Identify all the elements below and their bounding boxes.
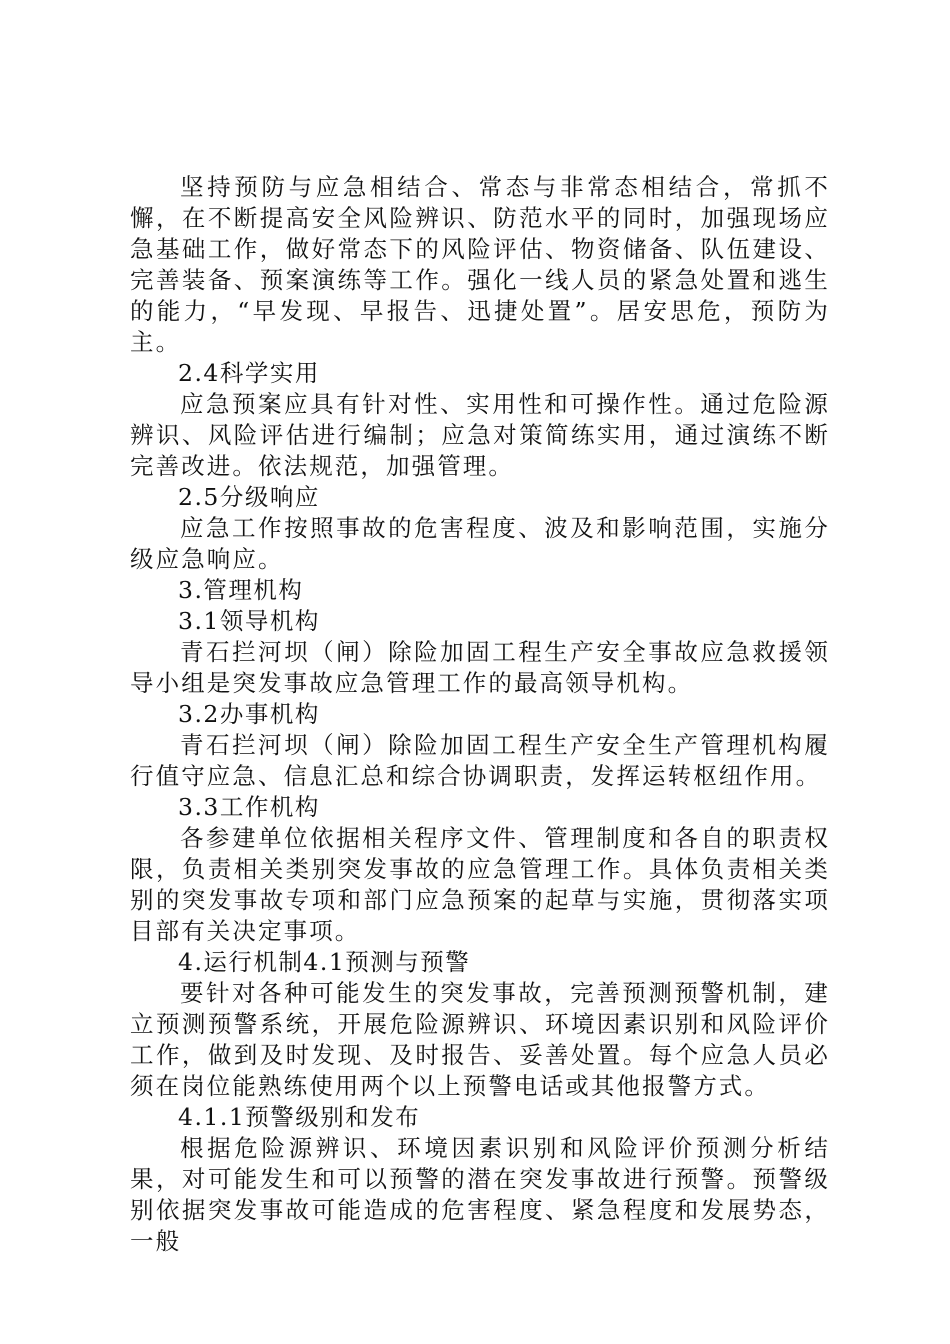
section-heading-3: 3.管理机构 <box>178 576 304 604</box>
paragraph-working-body: 各参建单位依据相关程序文件、管理制度和各自的职责权限，负责相关类别突发事故的应急管理工作。具体负责相关类别的突发事故专项和部门应急预案的起草与实施，贯彻落实项目部有关决定事项。 <box>130 824 830 945</box>
section-heading-3-3: 3.3工作机构 <box>178 793 320 821</box>
section-heading-4-4-1: 4.运行机制4.1预测与预警 <box>178 948 471 976</box>
section-heading-4-1-1: 4.1.1预警级别和发布 <box>178 1103 421 1131</box>
paragraph-office-body: 青石拦河坝（闸）除险加固工程生产安全生产管理机构履行值守应急、信息汇总和综合协调职责，发挥运转枢纽作用。 <box>130 731 830 790</box>
section-heading-2-4: 2.4科学实用 <box>178 359 320 387</box>
section-heading-3-2: 3.2办事机构 <box>178 700 320 728</box>
document-body <box>130 172 830 1257</box>
paragraph-scientific-practical: 应急预案应具有针对性、实用性和可操作性。通过危险源辨识、风险评估进行编制；应急对策简练实用，通过演练不断完善改进。依法规范，加强管理。 <box>130 390 830 480</box>
paragraph-leadership-body: 青石拦河坝（闸）除险加固工程生产安全事故应急救援领导小组是突发事故应急管理工作的最高领导机构。 <box>130 638 830 697</box>
paragraph-prediction-warning: 要针对各种可能发生的突发事故，完善预测预警机制，建立预测预警系统，开展危险源辨识、环境因素识别和风险评价工作，做到及时发现、及时报告、妥善处置。每个应急人员必须在岗位能熟练使用两个以上预警电话或其他报警方式。 <box>130 979 830 1100</box>
section-heading-2-5: 2.5分级响应 <box>178 483 320 511</box>
section-heading-3-1: 3.1领导机构 <box>178 607 320 635</box>
paragraph-warning-levels: 根据危险源辨识、环境因素识别和风险评价预测分析结果，对可能发生和可以预警的潜在突发事故进行预警。预警级别依据突发事故可能造成的危害程度、紧急程度和发展势态，一般 <box>130 1134 830 1255</box>
paragraph-graded-response: 应急工作按照事故的危害程度、波及和影响范围，实施分级应急响应。 <box>130 514 830 573</box>
paragraph-prevention-principle: 坚持预防与应急相结合、常态与非常态相结合，常抓不懈，在不断提高安全风险辨识、防范水平的同时，加强现场应急基础工作，做好常态下的风险评估、物资储备、队伍建设、完善装备、预案演练等工作。强化一线人员的紧急处置和逃生的能力，“早发现、早报告、迅捷处置”。居安思危，预防为主。 <box>130 173 830 356</box>
